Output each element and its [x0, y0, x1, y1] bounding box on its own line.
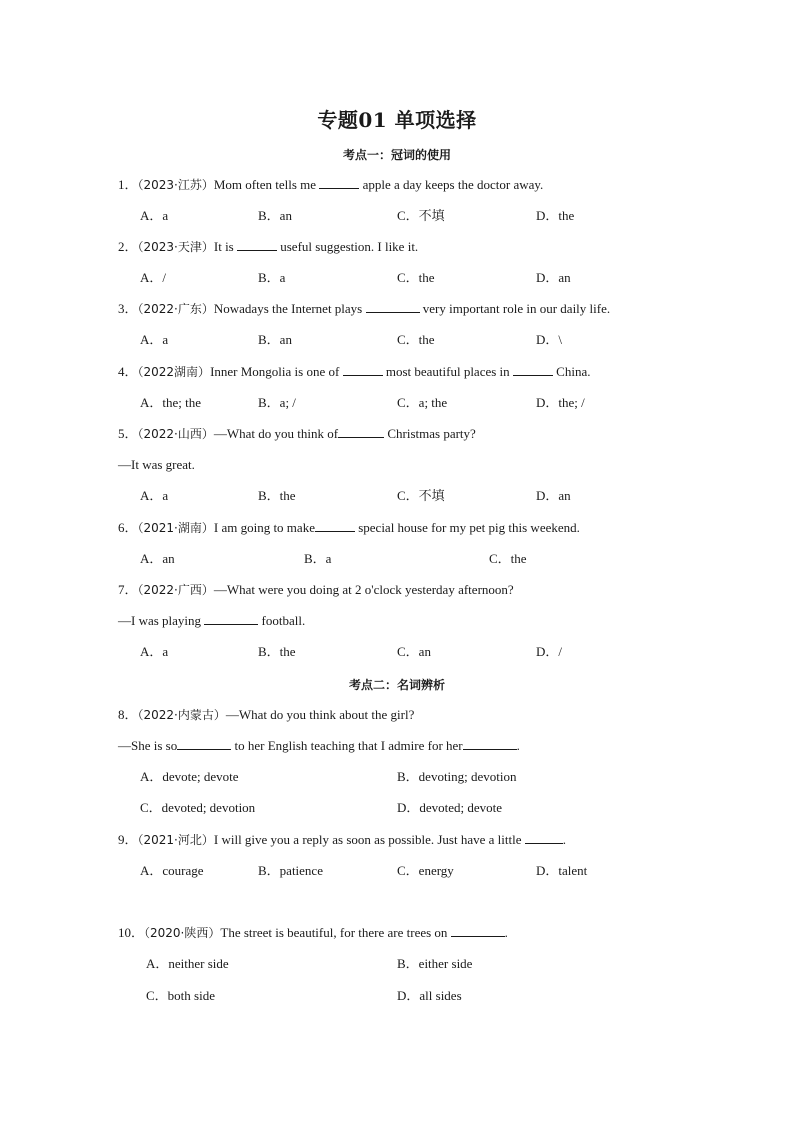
option-a: A．courage — [140, 863, 204, 878]
option-a: A．an — [140, 551, 175, 566]
option-c: C．the — [397, 270, 435, 285]
answer-blank — [177, 737, 231, 750]
answer-blank — [204, 612, 258, 625]
option-b: B．patience — [258, 863, 323, 878]
answer-blank — [525, 831, 563, 844]
answer-blank — [338, 425, 384, 438]
option-a: A．a — [140, 208, 169, 223]
option-a: A．a — [140, 332, 169, 347]
option-b: B．the — [258, 488, 296, 503]
option-c: C．a; the — [397, 395, 448, 410]
option-c: C．energy — [397, 863, 454, 878]
option-c: C．devoted; devotion — [140, 800, 256, 815]
option-a: A．neither side — [146, 956, 229, 971]
option-a: A．a — [140, 488, 169, 503]
option-d: D．devoted; devote — [397, 800, 503, 815]
option-b: B．an — [258, 332, 292, 347]
option-d: D．the; / — [536, 395, 585, 410]
question-5: 5．（2022·山西）—What do you think of Christmas party? — [118, 426, 476, 441]
answer-blank — [513, 363, 553, 376]
answer-blank — [451, 924, 505, 937]
option-d: D．the — [536, 208, 575, 223]
answer-blank — [319, 176, 359, 189]
option-c: C．the — [489, 551, 527, 566]
option-a: A．devote; devote — [140, 769, 239, 784]
option-b: B．devoting; devotion — [397, 769, 517, 784]
answer-blank — [237, 238, 277, 251]
answer-blank — [343, 363, 383, 376]
option-c: C．an — [397, 644, 431, 659]
question-6: 6．（2021·湖南）I am going to make special house for my pet pig this weekend. — [118, 520, 580, 535]
question-2: 2．（2023·天津）It is useful suggestion. I like it. — [118, 239, 419, 254]
answer-blank — [463, 737, 517, 750]
option-c: C．the — [397, 332, 435, 347]
question-7: 7．（2022·广西）—What were you doing at 2 o'clock yesterday afternoon? — [118, 582, 514, 597]
option-b: B．a — [258, 270, 286, 285]
question-4: 4．（2022湖南）Inner Mongolia is one of most beautiful places in China. — [118, 364, 591, 379]
question-3: 3．（2022·广东）Nowadays the Internet plays very important role in our daily life. — [118, 301, 611, 316]
page-title: 专题01 单项选择 — [317, 108, 477, 132]
option-a: A．the; the — [140, 395, 202, 410]
question-10: 10．（2020·陕西）The street is beautiful, for there are trees on . — [118, 925, 508, 940]
option-b: B．an — [258, 208, 292, 223]
option-b: B．the — [258, 644, 296, 659]
question-5-reply: —It was great. — [118, 457, 195, 472]
option-d: D．an — [536, 270, 571, 285]
question-9: 9．（2021·河北）I will give you a reply as soon as possible. Just have a little . — [118, 832, 566, 847]
option-b: B．a; / — [258, 395, 296, 410]
answer-blank — [315, 519, 355, 532]
answer-blank — [366, 300, 420, 313]
option-a: A．/ — [140, 270, 167, 285]
option-c: C．both side — [146, 988, 215, 1003]
section-heading-articles: 考点一：冠词的使用 — [342, 148, 451, 162]
section-heading-nouns: 考点二：名词辨析 — [348, 678, 445, 692]
option-d: D．all sides — [397, 988, 462, 1003]
option-c: C．不填 — [397, 208, 445, 223]
option-a: A．a — [140, 644, 169, 659]
question-1: 1．（2023·江苏）Mom often tells me apple a day keeps the doctor away. — [118, 177, 544, 192]
option-d: D．talent — [536, 863, 588, 878]
option-d: D．\ — [536, 332, 563, 347]
question-8-reply: —She is so to her English teaching that I admire for her . — [118, 738, 520, 753]
question-8: 8．（2022·内蒙古）—What do you think about the girl? — [118, 707, 415, 722]
question-7-reply: —I was playing football. — [118, 613, 306, 628]
option-d: D．an — [536, 488, 571, 503]
option-b: B．either side — [397, 956, 473, 971]
option-c: C．不填 — [397, 488, 445, 503]
option-d: D．/ — [536, 644, 563, 659]
option-b: B．a — [304, 551, 332, 566]
